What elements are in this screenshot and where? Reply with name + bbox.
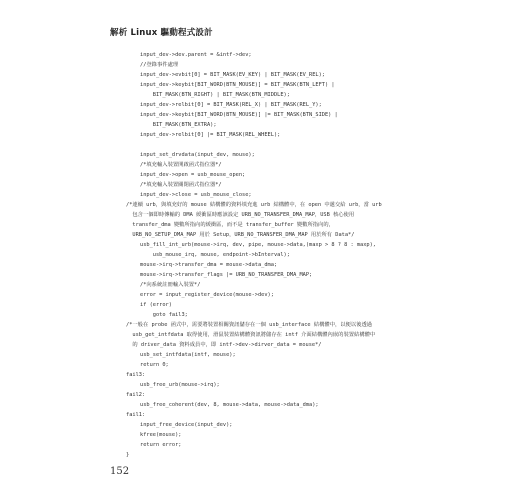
code-line: input_dev->relbit[0] = BIT_MASK(REL_X) | BIT_MASK(REL_Y);	[140, 102, 322, 108]
code-line: /*填充輸入裝置關閉函式指位器*/	[140, 182, 222, 188]
code-line: /*向系統註冊輸入裝置*/	[140, 282, 201, 288]
code-line: input_dev->close = usb_mouse_close;	[140, 192, 252, 198]
code-line: goto fail3;	[140, 312, 188, 318]
code-line: kfree(mouse);	[140, 432, 182, 438]
code-line: input_set_drvdata(input_dev, mouse);	[140, 152, 255, 158]
code-line: if (error)	[140, 302, 172, 308]
code-line: usb_get_intfdata 取得使用，滑鼠裝置結構體資訊將儲存在 intf 介面結構體內嵌的裝置結構體中	[126, 332, 376, 338]
code-line: BIT_MASK(BTN_EXTRA);	[140, 122, 217, 128]
code-line: }	[126, 452, 130, 458]
code-line: input_free_device(input_dev);	[140, 422, 233, 428]
code-line: usb_fill_int_urb(mouse->irq, dev, pipe, mouse->data,(maxp > 8 ? 8 : maxp),	[140, 242, 376, 248]
code-line: return error;	[140, 442, 182, 448]
code-line: BIT_MASK(BTN_RIGHT) | BIT_MASK(BTN_MIDDLE);	[140, 92, 290, 98]
code-line: return 0;	[140, 362, 169, 368]
code-line: input_dev->relbit[0] |= BIT_MASK(REL_WHEEL);	[140, 132, 281, 138]
code-line: /*填充輸入裝置開啟函式指位器*/	[140, 162, 222, 168]
code-line: usb_mouse_irq, mouse, endpoint->bInterval);	[140, 252, 290, 258]
code-line: usb_free_coherent(dev, 8, mouse->data, mouse->data_dma);	[140, 402, 319, 408]
code-line: input_dev->keybit[BIT_WORD(BTN_MOUSE)] |= BIT_MASK(BTN_SIDE) |	[140, 112, 338, 118]
code-line: fail2:	[126, 392, 146, 398]
code-line: 包含一個即時傳輸的 DMA 緩衝區時應該設定 URB_NO_TRANSFER_DMA_MAP，USB 核心使用	[126, 212, 355, 218]
code-line: /*一般在 probe 函式中，需要將裝置相關資訊儲存在一個 usb_interface 結構體中，以便以後透過	[126, 322, 373, 328]
code-line: usb_free_urb(mouse->irq);	[140, 382, 220, 388]
code-line: input_dev->open = usb_mouse_open;	[140, 172, 246, 178]
code-line: usb_set_intfdata(intf, mouse);	[140, 352, 236, 358]
code-line: 的 driver_data 資料成員中，即 intf->dev->dirver_data = mouse*/	[126, 342, 322, 348]
code-line: error = input_register_device(mouse->dev);	[140, 292, 274, 298]
code-line: input_dev->dev.parent = &intf->dev;	[140, 52, 252, 58]
code-line: //登錄事件處理	[140, 62, 179, 68]
code-line: /*連續 urb，與填充好的 mouse 結構體的資料填充進 urb 結構體中，在 open 中遞交給 urb，當 urb	[126, 202, 382, 208]
code-line: mouse->irq->transfer_flags |= URB_NO_TRANSFER_DMA_MAP;	[140, 272, 313, 278]
code-line: input_dev->keybit[BIT_WORD(BTN_MOUSE)] = BIT_MASK(BTN_LEFT) |	[140, 82, 335, 88]
running-header: 解析 Linux 驅動程式設計	[110, 28, 213, 38]
page-number: 152	[110, 466, 130, 477]
code-line: transfer_dma 變數所指向的緩衝區，而不是 transfer_buffer 變數所指向的，	[126, 222, 334, 228]
code-line: fail3:	[126, 372, 146, 378]
code-line: fail1:	[126, 412, 146, 418]
code-line: input_dev->evbit[0] = BIT_MASK(EV_KEY) | BIT_MASK(EV_REL);	[140, 72, 325, 78]
code-line: URB_NO_SETUP_DMA_MAP 用於 Setup，URB_NO_TRANSFER_DMA_MAP 用於所有 Data*/	[126, 232, 355, 238]
code-line: mouse->irq->transfer_dma = mouse->data_dma;	[140, 262, 278, 268]
